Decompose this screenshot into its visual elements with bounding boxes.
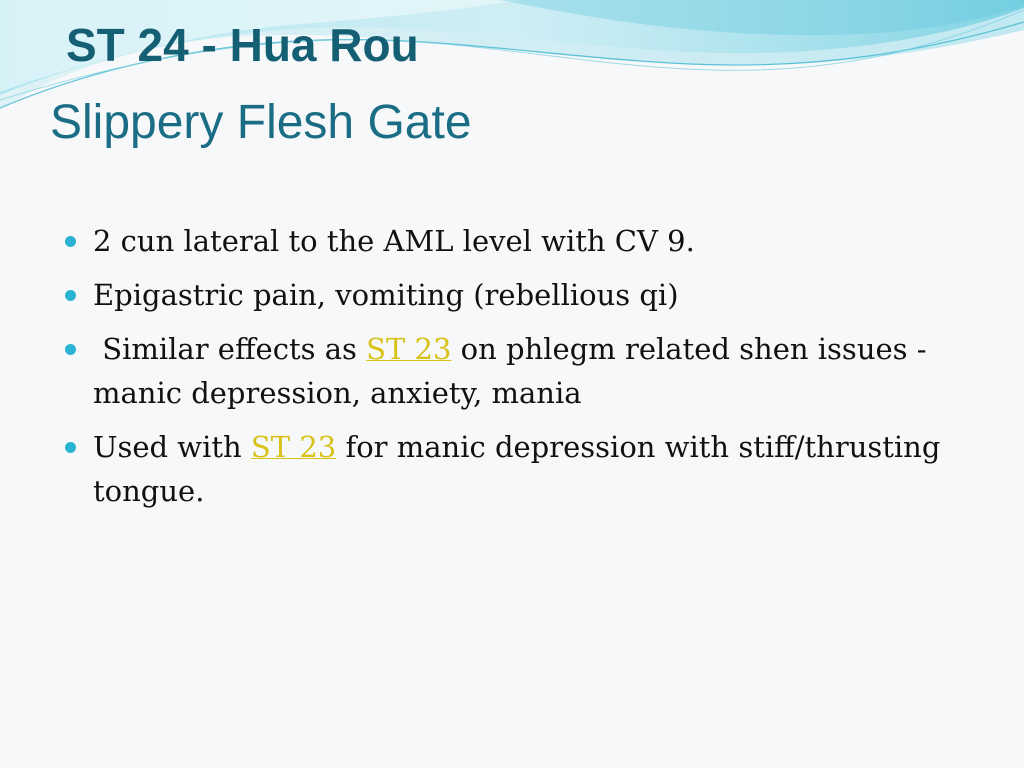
st23-link[interactable]: ST 23 [250, 430, 337, 464]
bullet-text: Epigastric pain, vomiting (rebellious qi) [93, 278, 679, 312]
bullet-item [93, 327, 963, 415]
slide-title: ST 24 - Hua Rou [66, 19, 419, 71]
bullet-text: 2 cun lateral to the AML level with CV 9. [93, 224, 695, 258]
bullet-text-after: on phlegm related shen issues - manic depression, anxiety, mania [93, 332, 927, 410]
slide-subtitle: Slippery Flesh Gate [50, 96, 472, 149]
bullet-text-after: for manic depression with stiff/thrusting tongue. [93, 430, 941, 508]
bullet-item [93, 273, 963, 317]
bullet-text-before: Similar effects as [93, 332, 367, 366]
bullet-marker-icon [65, 442, 76, 453]
bullet-marker-icon [65, 290, 76, 301]
bullet-marker-icon [65, 344, 76, 355]
st23-link[interactable]: ST 23 [366, 332, 452, 366]
bullet-marker-icon [65, 236, 76, 247]
bullet-text-before: Used with [93, 430, 251, 464]
bullet-list [93, 219, 963, 523]
bullet-item [93, 425, 963, 513]
bullet-item [93, 219, 963, 263]
